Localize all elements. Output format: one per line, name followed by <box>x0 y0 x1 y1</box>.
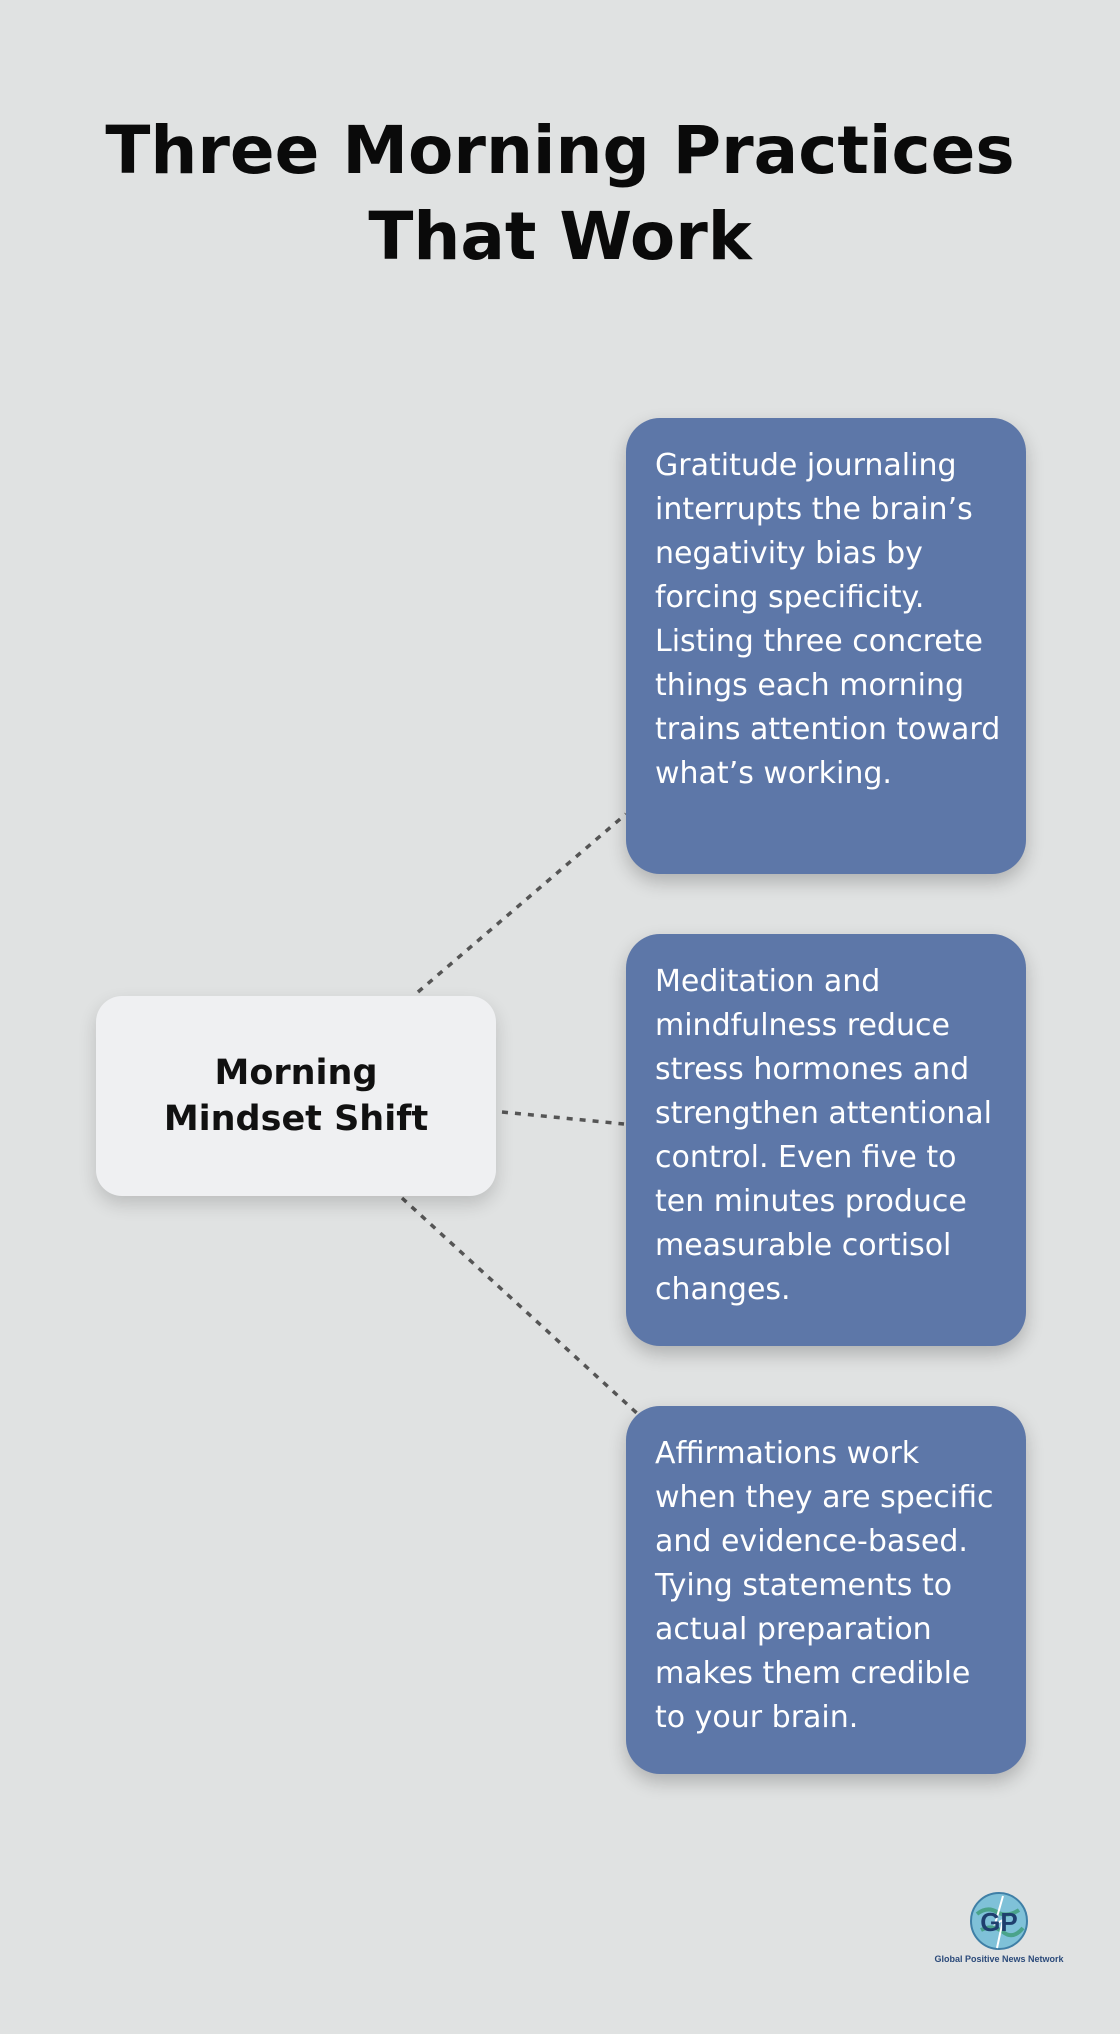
practice-card-affirmations <box>626 1406 1026 1774</box>
practice-card-gratitude <box>626 418 1026 874</box>
connector-line-2 <box>502 1112 624 1124</box>
connector-line-3 <box>402 1198 640 1416</box>
globe-icon <box>967 1890 1031 1952</box>
connector-line-1 <box>418 814 626 992</box>
logo-mark: GP <box>980 1907 1018 1937</box>
brand-logo <box>934 1890 1064 1970</box>
center-node <box>96 996 496 1196</box>
practice-card-text: Meditation and mindfulness reduce stress hormones and strengthen attentional control. Even five to ten minutes produce measurable cortisol changes. <box>655 964 992 1307</box>
center-node-label: Morning Mindset Shift <box>163 1053 429 1139</box>
page-title: Three Morning Practices That Work <box>105 112 1015 275</box>
practice-card-text: Gratitude journaling interrupts the brain’s negativity bias by forcing specificity. Listing three concrete things each morning trains attention toward what’s working. <box>655 448 1001 791</box>
practice-card-meditation <box>626 934 1026 1346</box>
practice-card-text: Affirmations work when they are specific and evidence-based. Tying statements to actual preparation makes them credible to your brain. <box>655 1436 994 1735</box>
logo-text: Global Positive News Network <box>934 1954 1064 1964</box>
